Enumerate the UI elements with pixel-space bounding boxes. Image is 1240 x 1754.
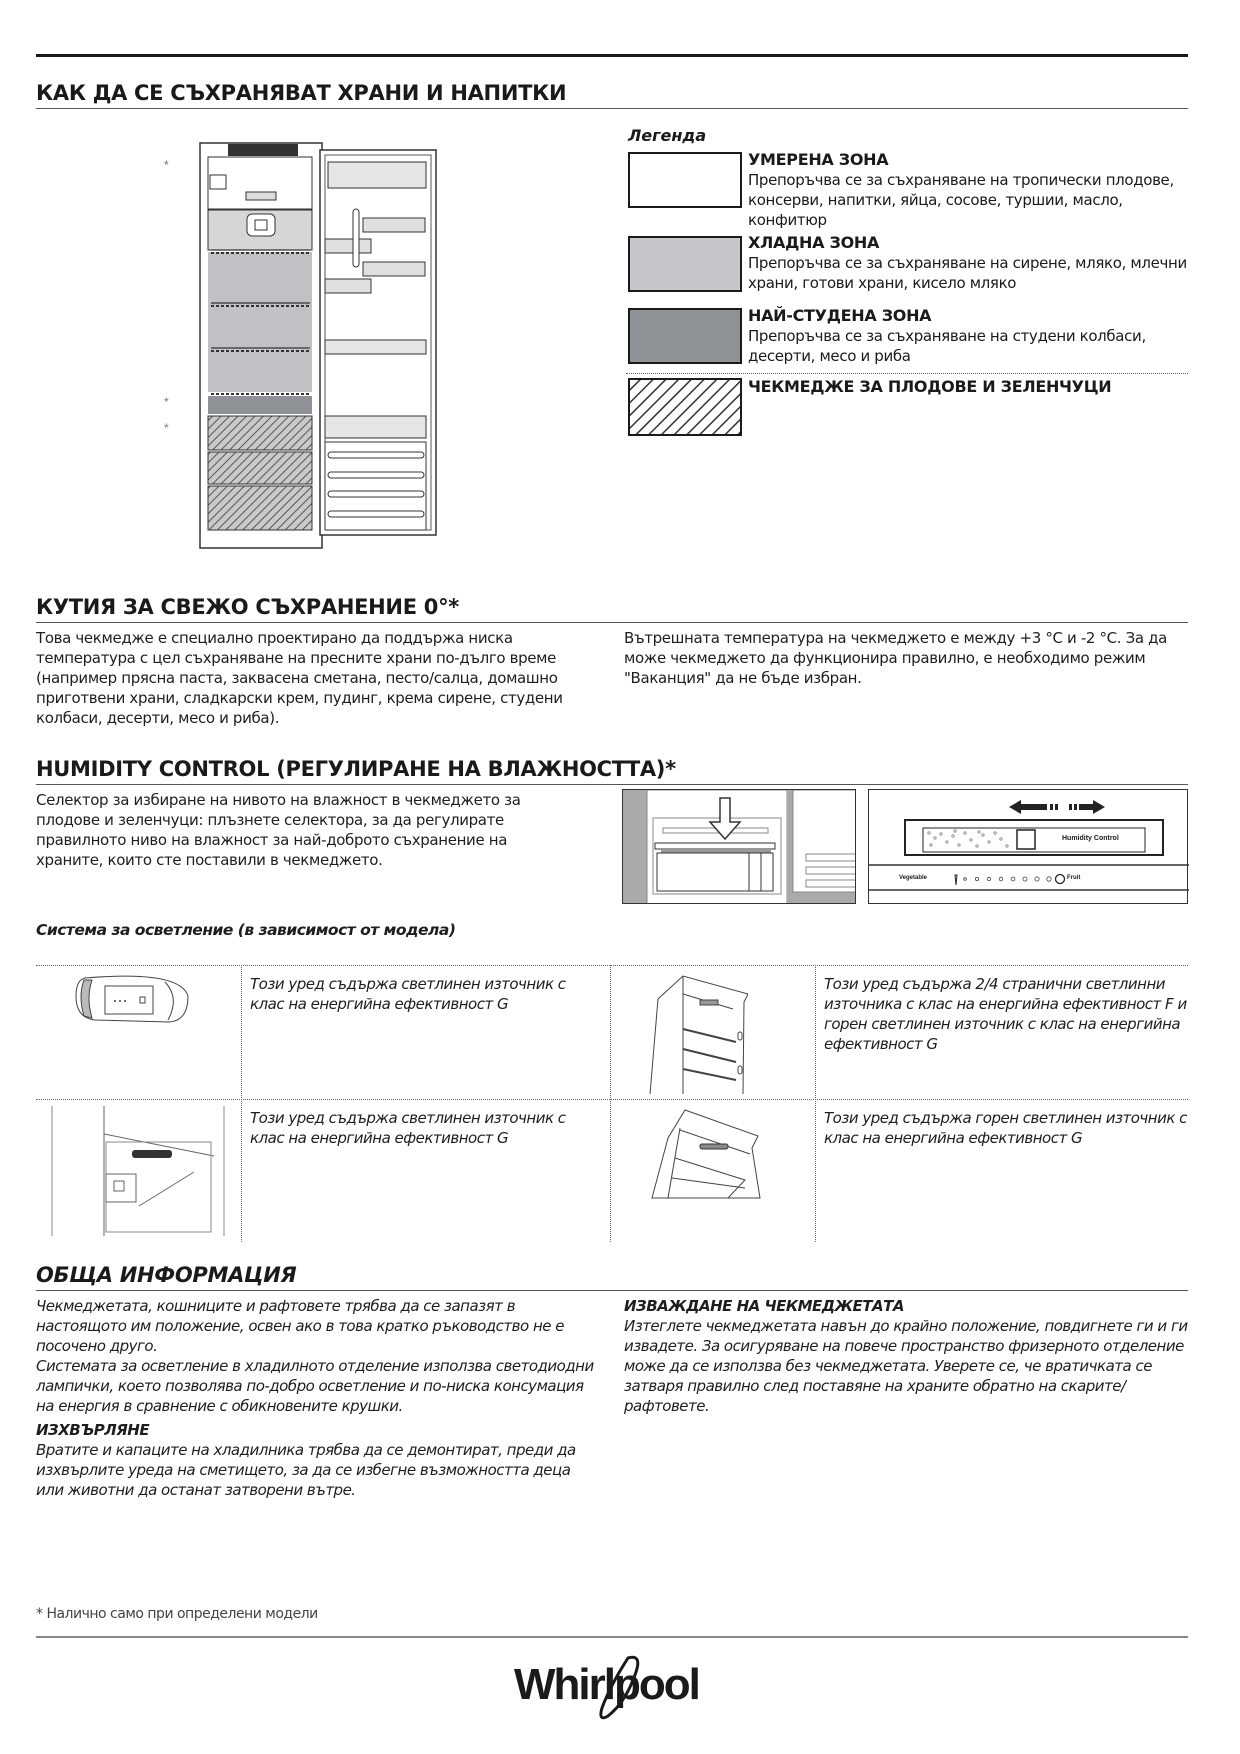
legend-description: Препоръчва се за съхраняване на студени колбаси, десерти, месо и риба [748, 327, 1146, 365]
ceiling-light-interior-image [44, 1106, 234, 1236]
section-title-humidity: HUMIDITY CONTROL (РЕГУЛИРАНЕ НА ВЛАЖНОСТТА)* [36, 757, 676, 781]
legend-description: Препоръчва се за съхраняване на сирене, мляко, млечни храни, готови храни, кисело мляко [748, 254, 1187, 292]
lighting-grid-line [241, 965, 242, 1242]
lighting-grid-line [610, 965, 611, 1242]
lighting-description: Този уред съдържа светлинен източник с клас на енергийна ефективност G [250, 1109, 566, 1147]
legend-name: НАЙ-СТУДЕНА ЗОНА [748, 306, 932, 325]
availability-marker: * [164, 158, 169, 172]
footnote: * Налично само при определени модели [36, 1606, 318, 1622]
control-panel-light-image [70, 970, 195, 1030]
legend-title: Легенда [628, 126, 707, 145]
legend-swatch-crisper [628, 378, 742, 436]
section-rule [36, 1290, 1188, 1291]
section-title-storage: КАК ДА СЕ СЪХРАНЯВАТ ХРАНИ И НАПИТКИ [36, 81, 567, 105]
legend-divider [626, 373, 1188, 374]
section-title-general: ОБЩА ИНФОРМАЦИЯ [36, 1263, 297, 1287]
lighting-description: Този уред съдържа горен светлинен източник с клас на енергийна ефективност G [824, 1109, 1187, 1147]
legend-swatch-cool [628, 236, 742, 292]
legend-description: Препоръчва се за съхраняване на тропически плодове, консерви, напитки, яйца, сосове, туршии, масло, конфитюр [748, 171, 1174, 229]
lighting-description: Този уред съдържа светлинен източник с клас на енергийна ефективност G [250, 975, 566, 1013]
general-paragraph: Чекмеджетата, кошниците и рафтовете трябва да се запазят в настоящото им положение, освен ако в това кратко ръководство не е посочено друго. [36, 1297, 564, 1355]
crisper-drawer-illustration [622, 789, 856, 904]
footer-rule [36, 1636, 1188, 1638]
top-light-cabinet-image [650, 1108, 770, 1203]
humidity-control-panel [868, 789, 1188, 904]
legend-swatch-moderate [628, 152, 742, 208]
fridge-zones-diagram [150, 130, 450, 550]
vegetable-label: Vegetable [899, 875, 928, 881]
side-lights-cabinet-image [648, 974, 748, 1094]
general-paragraph: Системата за осветление в хладилното отделение използва светодиодни лампички, което позволява по-добро осветление и по-ниска консумация на енергия в сравнение с обикновените крушки. [36, 1357, 594, 1415]
legend-name: ХЛАДНА ЗОНА [748, 233, 880, 252]
section-rule [36, 622, 1188, 623]
lighting-grid-line [36, 965, 1188, 966]
whirlpool-logo [510, 1650, 730, 1730]
fruit-label: Fruit [1067, 875, 1081, 881]
drawers-title: ИЗВАЖДАНЕ НА ЧЕКМЕДЖЕТАТА [624, 1297, 904, 1315]
availability-marker: * [164, 421, 169, 435]
humidity-description: Селектор за избиране на нивото на влажност в чекмеджето за плодове и зеленчуци: плъзнете селектора, за да регулирате правилното ниво на влажност за най-доброто съхранение на храните, които сте поставили в чекмеджето. [36, 791, 521, 869]
disposal-text: Вратите и капаците на хладилника трябва да се демонтират, преди да изхвърлите уреда на сметището, за да се избегне възможността деца или животни да останат затворени вътре. [36, 1441, 576, 1499]
disposal-title: ИЗХВЪРЛЯНЕ [36, 1421, 150, 1439]
section-rule [36, 108, 1188, 109]
lighting-title: Система за осветление (в зависимост от модела) [36, 921, 456, 939]
lighting-grid-line [815, 965, 816, 1242]
legend-swatch-coldest [628, 308, 742, 364]
legend-name: ЧЕКМЕДЖЕ ЗА ПЛОДОВЕ И ЗЕЛЕНЧУЦИ [748, 377, 1112, 396]
lighting-description: Този уред съдържа 2/4 странични светлинни източника с клас на енергийна ефективност F и горен светлинен източник с клас на енергийна ефективност G [824, 975, 1187, 1053]
legend-name: УМЕРЕНА ЗОНА [748, 150, 889, 169]
fresh-box-description: Това чекмедже е специално проектирано да поддържа ниска температура с цел съхраняване на пресните храни по-дълго време (например прясна паста, заквасена сметана, песто/салца, домашно приготвени храни, сладкарски крем, пудинг, крема сирене, студени колбаси, десерти, месо и риба). [36, 629, 563, 727]
drawers-text: Изтеглете чекмеджетата навън до крайно положение, повдигнете ги и ги извадете. За осигуряване на повече пространство фризерното отделение може да се използва без чекмеджетата. Уверете се, че вратичката се затваря правилно след поставяне на храните обратно на скарите/рафтовете. [624, 1317, 1188, 1415]
brand-wordmark: Whirlpool [514, 1660, 699, 1709]
section-rule [36, 784, 1188, 785]
section-title-fresh-box: КУТИЯ ЗА СВЕЖО СЪХРАНЕНИЕ 0°* [36, 595, 459, 619]
lighting-grid-line [36, 1099, 1188, 1100]
top-rule [36, 54, 1188, 57]
humidity-control-label: Humidity Control [1062, 835, 1119, 842]
availability-marker: * [164, 395, 169, 409]
fresh-box-temperature-note: Вътрешната температура на чекмеджето е между +3 °C и -2 °C. За да може чекмеджето да функционира правилно, е необходимо режим "Ваканция" да не бъде избран. [624, 629, 1168, 687]
